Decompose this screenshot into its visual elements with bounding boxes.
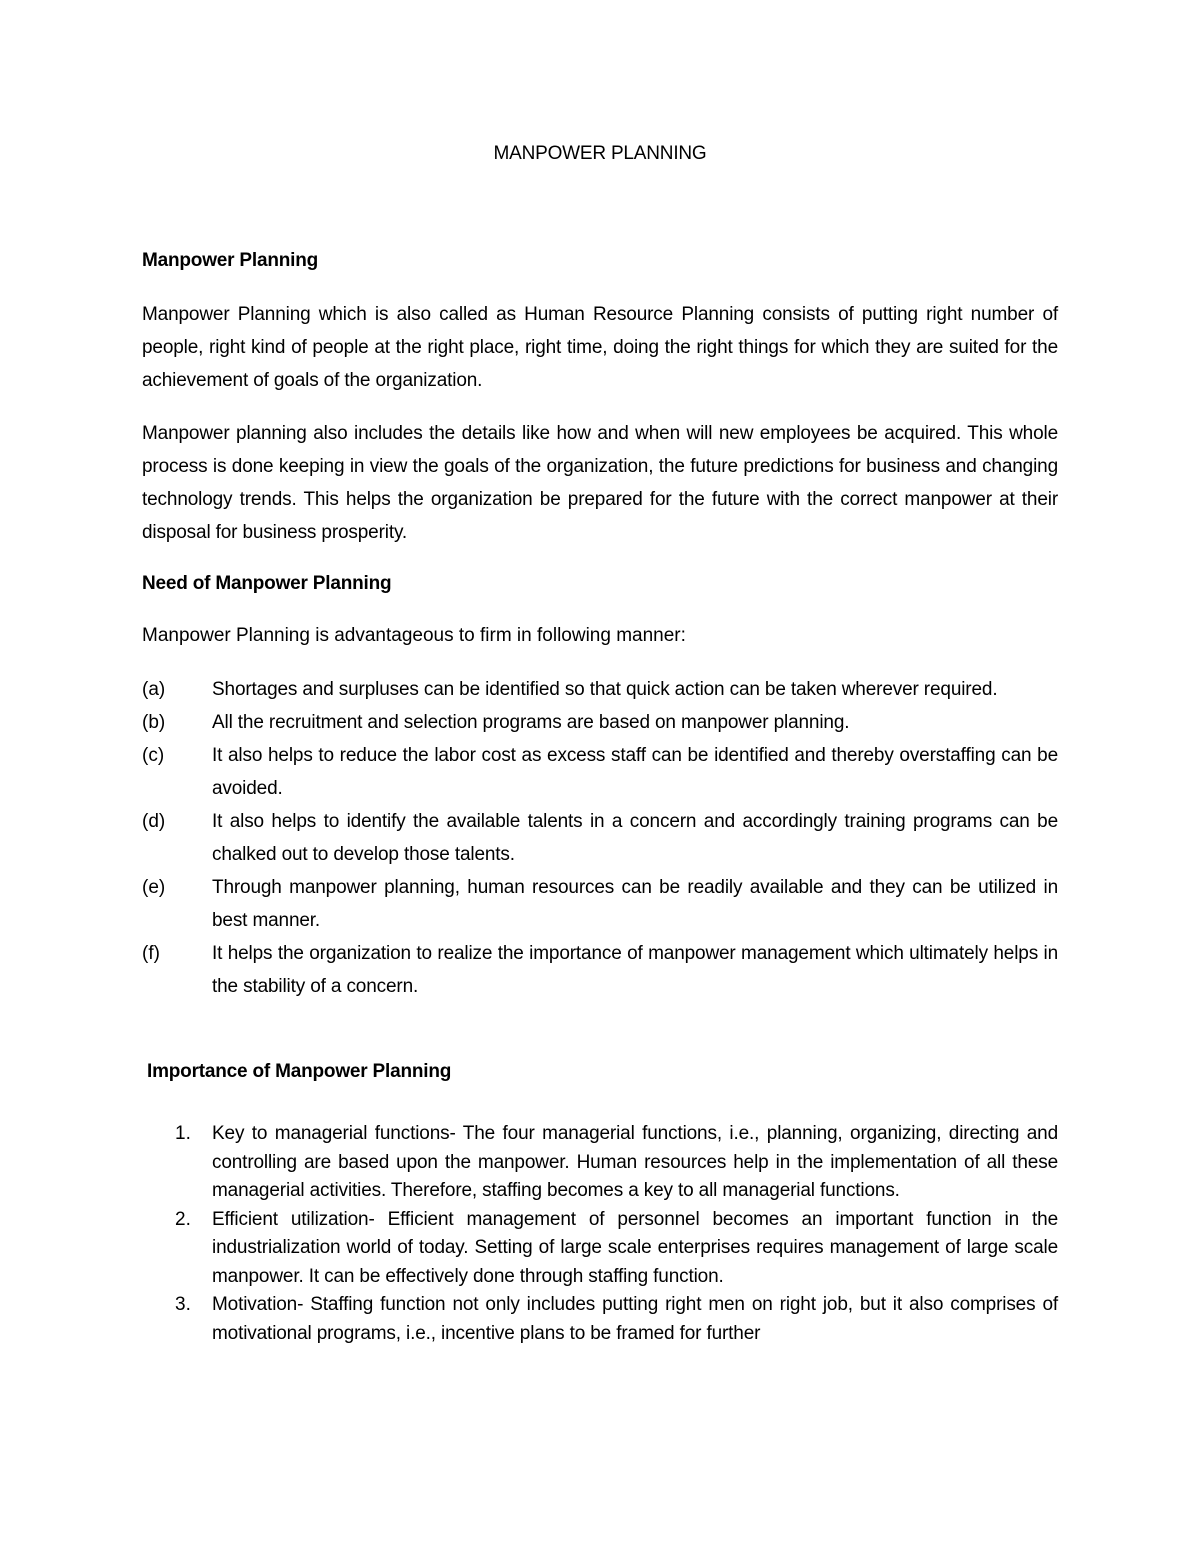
- list-item-text: Key to managerial functions- The four managerial functions, i.e., planning, organizing, directing and controlling are based upon the manpower. Human resources help in the implementation of all these managerial activities. Therefore, staffing becomes a key to all managerial functions.: [212, 1123, 1058, 1201]
- list-marker: (f): [142, 943, 160, 964]
- section-heading-manpower-planning: Manpower Planning: [142, 250, 319, 271]
- document-title: MANPOWER PLANNING: [493, 143, 707, 164]
- list-item: [142, 706, 1058, 739]
- list-item: [142, 805, 1058, 871]
- list-marker: (e): [142, 877, 166, 898]
- list-marker: (c): [142, 745, 165, 766]
- list-item-text: Efficient utilization- Efficient management of personnel becomes an important function in the industrialization world of today. Setting of large scale enterprises requires management of large scale manpower. It can be effectively done through staffing function.: [212, 1208, 1058, 1287]
- need-intro: Manpower Planning is advantageous to firm in following manner:: [142, 625, 686, 646]
- list-item: [142, 1291, 1058, 1348]
- list-item-text: It helps the organization to realize the importance of manpower management which ultimately helps in the stability of a concern.: [212, 943, 1058, 997]
- list-item-text: Shortages and surpluses can be identified so that quick action can be taken wherever required.: [212, 679, 998, 700]
- paragraph-details: Manpower planning also includes the details like how and when will new employees be acquired. This whole process is done keeping in view the goals of the organization, the future predictions for business and changing technology trends. This helps the organization be prepared for the future with the correct manpower at their disposal for business prosperity.: [142, 423, 1058, 543]
- list-item: [142, 1120, 1058, 1206]
- need-list: [142, 673, 1058, 1003]
- list-item: [142, 673, 1058, 706]
- list-marker: (b): [142, 712, 166, 733]
- section-heading-need: Need of Manpower Planning: [142, 573, 392, 594]
- list-item: [142, 871, 1058, 937]
- list-item-text: It also helps to identify the available talents in a concern and accordingly training programs can be chalked out to develop those talents.: [212, 811, 1058, 865]
- list-item-text: Through manpower planning, human resources can be readily available and they can be utilized in best manner.: [212, 877, 1058, 931]
- list-item-text: All the recruitment and selection programs are based on manpower planning.: [212, 712, 850, 733]
- list-marker: (a): [142, 679, 166, 700]
- list-item-text: It also helps to reduce the labor cost as excess staff can be identified and thereby overstaffing can be avoided.: [212, 745, 1058, 799]
- list-item-text: Motivation- Staffing function not only includes putting right men on right job, but it also comprises of motivational programs, i.e., incentive plans to be framed for further: [212, 1294, 1058, 1344]
- list-item: [142, 1206, 1058, 1292]
- paragraph-definition: Manpower Planning which is also called as Human Resource Planning consists of putting right number of people, right kind of people at the right place, right time, doing the right things for which they are suited for the achievement of goals of the organization.: [142, 304, 1058, 391]
- list-item: [142, 937, 1058, 1003]
- list-item: [142, 739, 1058, 805]
- list-marker: 2.: [175, 1208, 191, 1230]
- list-marker: 3.: [175, 1294, 191, 1315]
- list-marker: (d): [142, 811, 166, 832]
- section-heading-importance: Importance of Manpower Planning: [147, 1061, 452, 1082]
- list-marker: 1.: [175, 1123, 191, 1144]
- importance-list: [142, 1120, 1058, 1348]
